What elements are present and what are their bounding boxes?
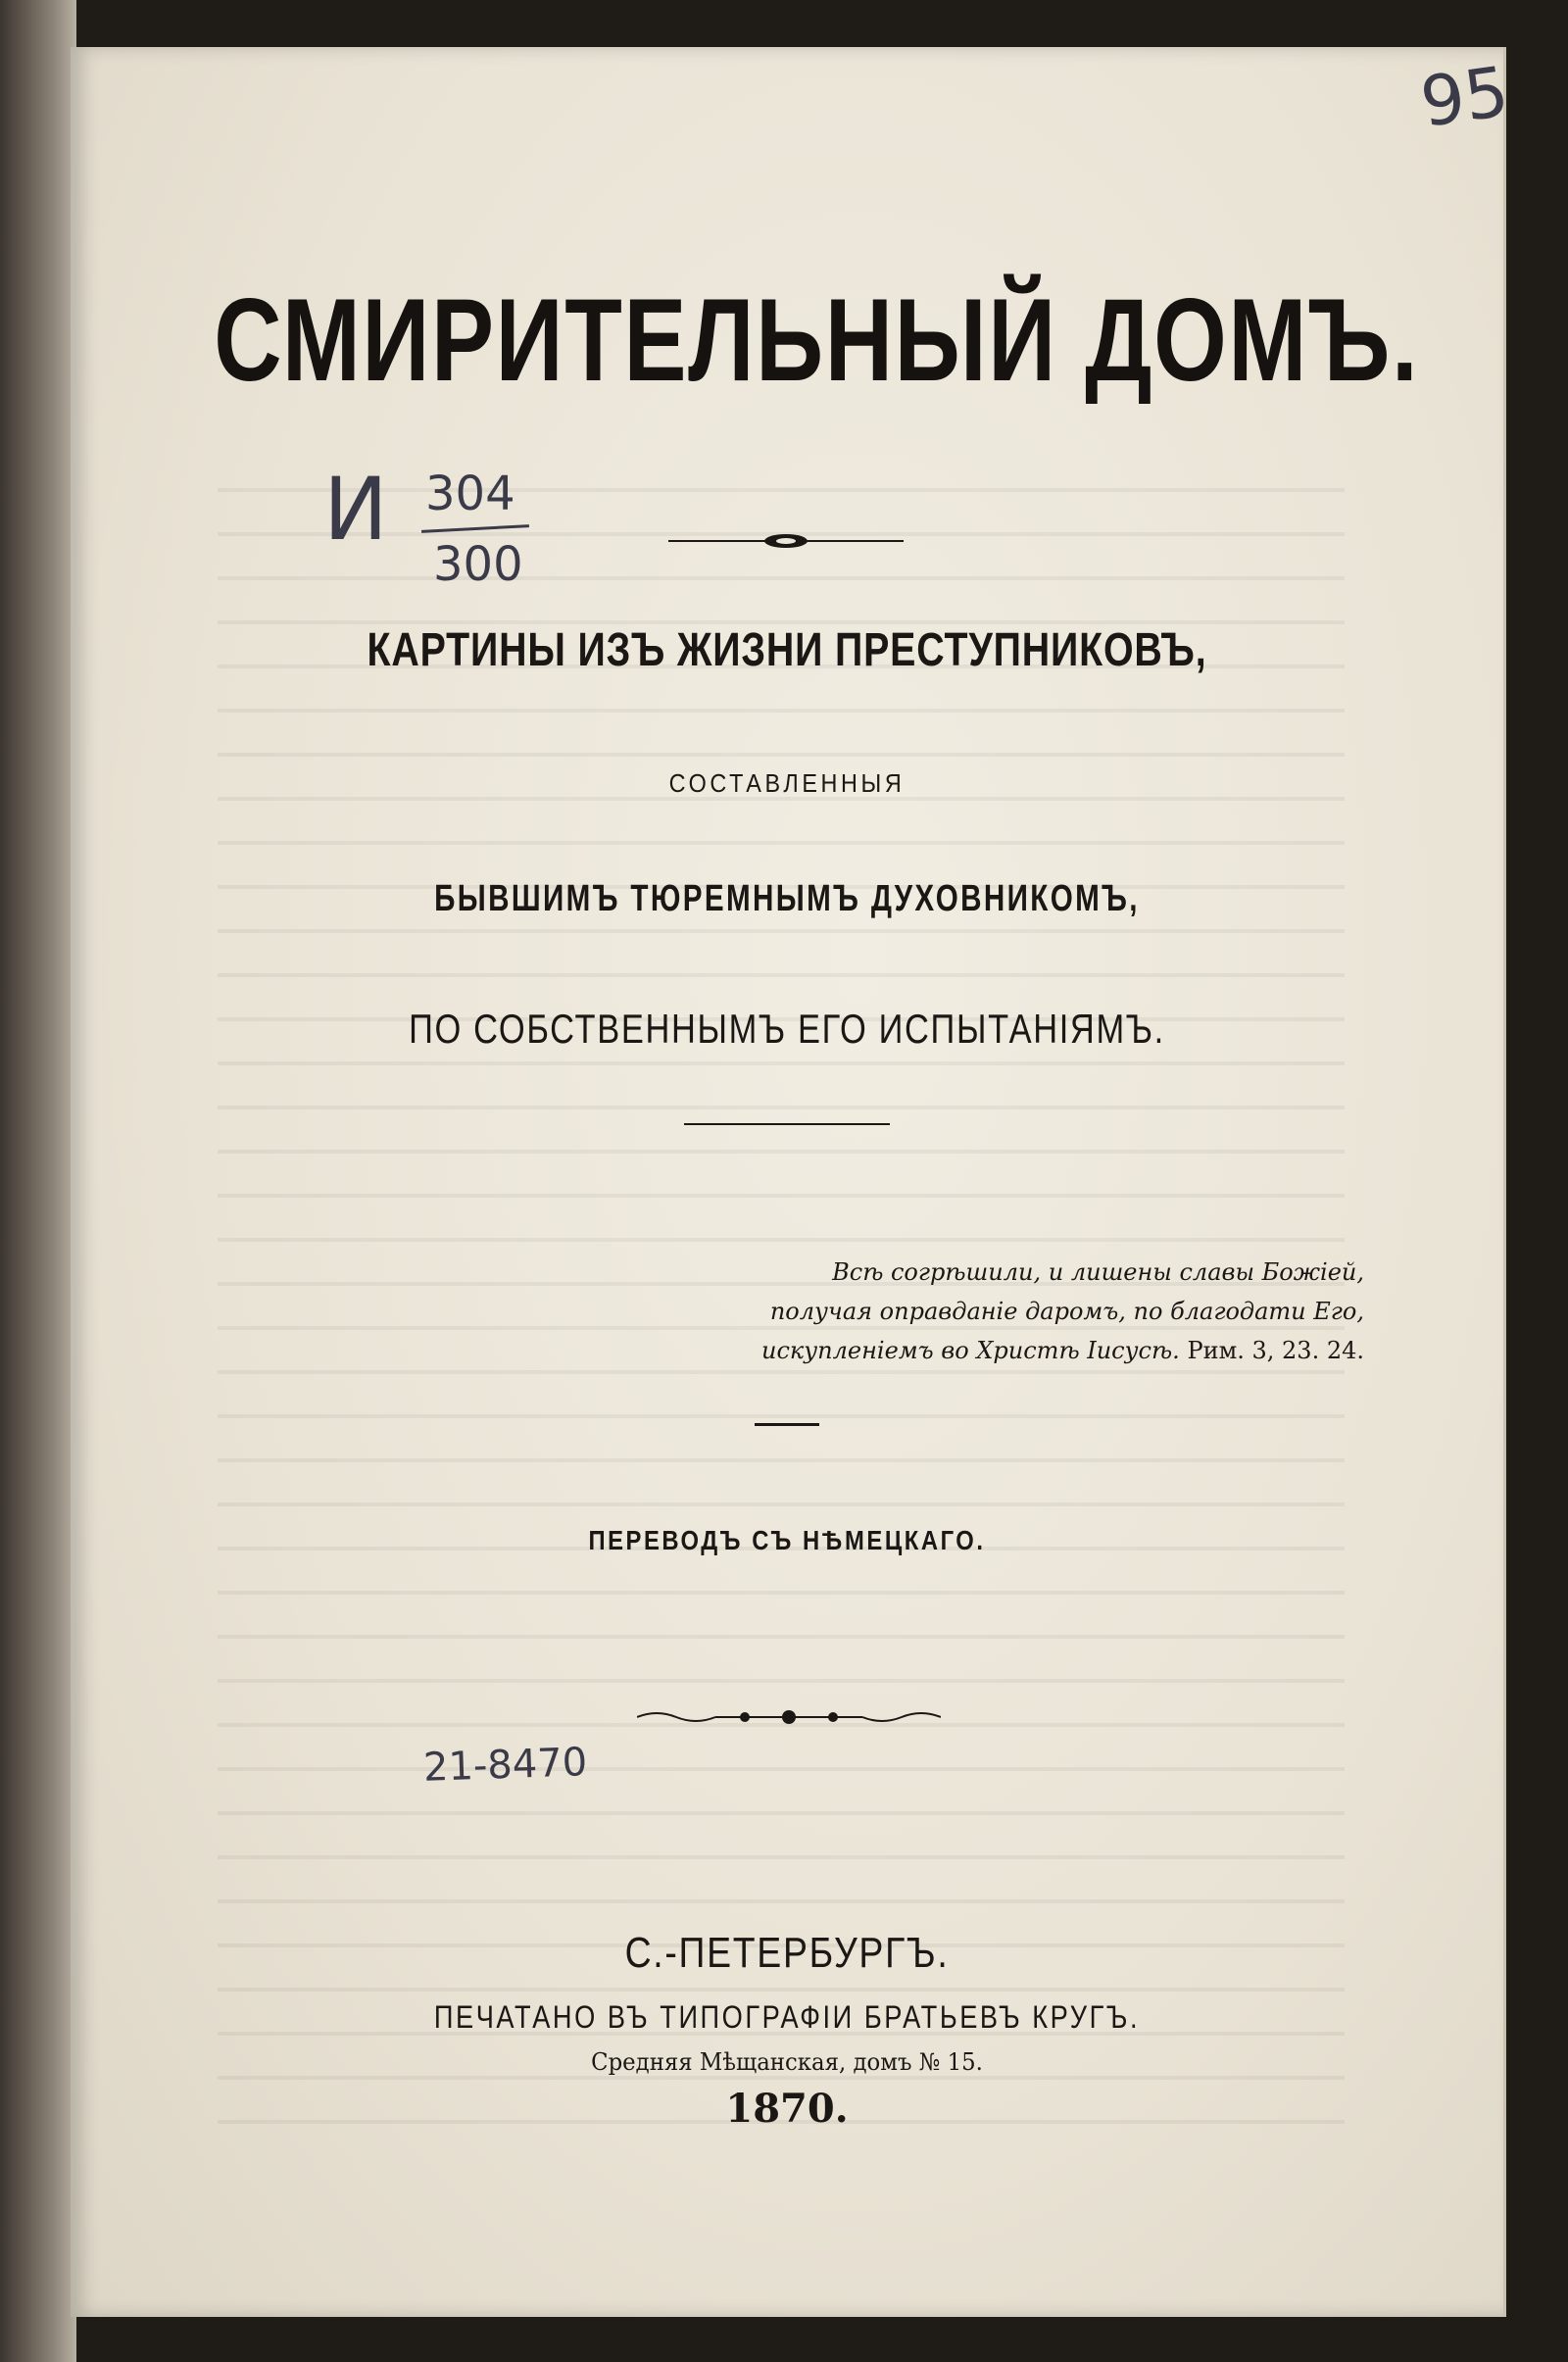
- imprint-city: С.-ПЕТЕРБУРГЪ.: [624, 1929, 950, 1977]
- author-experience-line: ПО СОБСТВЕННЫМЪ ЕГО ИСПЫТАНІЯМЪ.: [409, 1006, 1165, 1052]
- ornament-divider-bottom: [637, 1705, 941, 1729]
- compiled-by-label: СОСТАВЛЕННЫЯ: [668, 768, 906, 798]
- book-author: БЫВШИМЪ ТЮРЕМНЫМЪ ДУХОВНИКОМЪ,: [434, 878, 1140, 919]
- short-rule-1: [684, 1123, 890, 1125]
- translation-note: ПЕРЕВОДЪ СЪ НѢМЕЦКАГО.: [588, 1525, 986, 1555]
- epigraph-line-3: [659, 1331, 1364, 1370]
- short-rule-2: [755, 1423, 819, 1426]
- handwritten-corner-mark: 95: [1415, 51, 1514, 143]
- ornament-divider-top: [668, 529, 904, 553]
- handwritten-shelf-numerator: 304: [425, 467, 515, 521]
- imprint-address: Средняя Мѣщанская, домъ № 15.: [591, 2048, 983, 2076]
- title-page: [71, 47, 1514, 2317]
- book-subtitle: КАРТИНЫ ИЗЪ ЖИЗНИ ПРЕСТУПНИКОВЪ,: [367, 624, 1207, 676]
- handwritten-inventory-number: 21-8470: [422, 1740, 588, 1791]
- epigraph-line-1: Всѣ согрѣшили, и лишены славы Божіей,: [832, 1258, 1364, 1286]
- page-content: [71, 47, 1514, 2317]
- imprint-printer: ПЕЧАТАНО ВЪ ТИПОГРАФІИ БРАТЬЕВЪ КРУГЪ.: [433, 1999, 1141, 2035]
- handwritten-shelf-letter: И: [323, 459, 388, 560]
- book-title: СМИРИТЕЛЬНЫЙ ДОМЪ.: [214, 274, 1420, 406]
- handwritten-shelf-denominator: 300: [433, 537, 523, 592]
- epigraph-line-2: получая оправданіе даромъ, по благодати Его,: [769, 1298, 1364, 1325]
- epigraph-line-3-text: искупленіемъ во Христѣ Іисусѣ.: [760, 1337, 1180, 1364]
- imprint-year: 1870.: [725, 2086, 849, 2132]
- handwritten-fraction-line: [421, 524, 529, 533]
- epigraph: [659, 1253, 1364, 1370]
- epigraph-reference: Рим. 3, 23. 24.: [1187, 1337, 1364, 1364]
- book-spine: [0, 0, 76, 2362]
